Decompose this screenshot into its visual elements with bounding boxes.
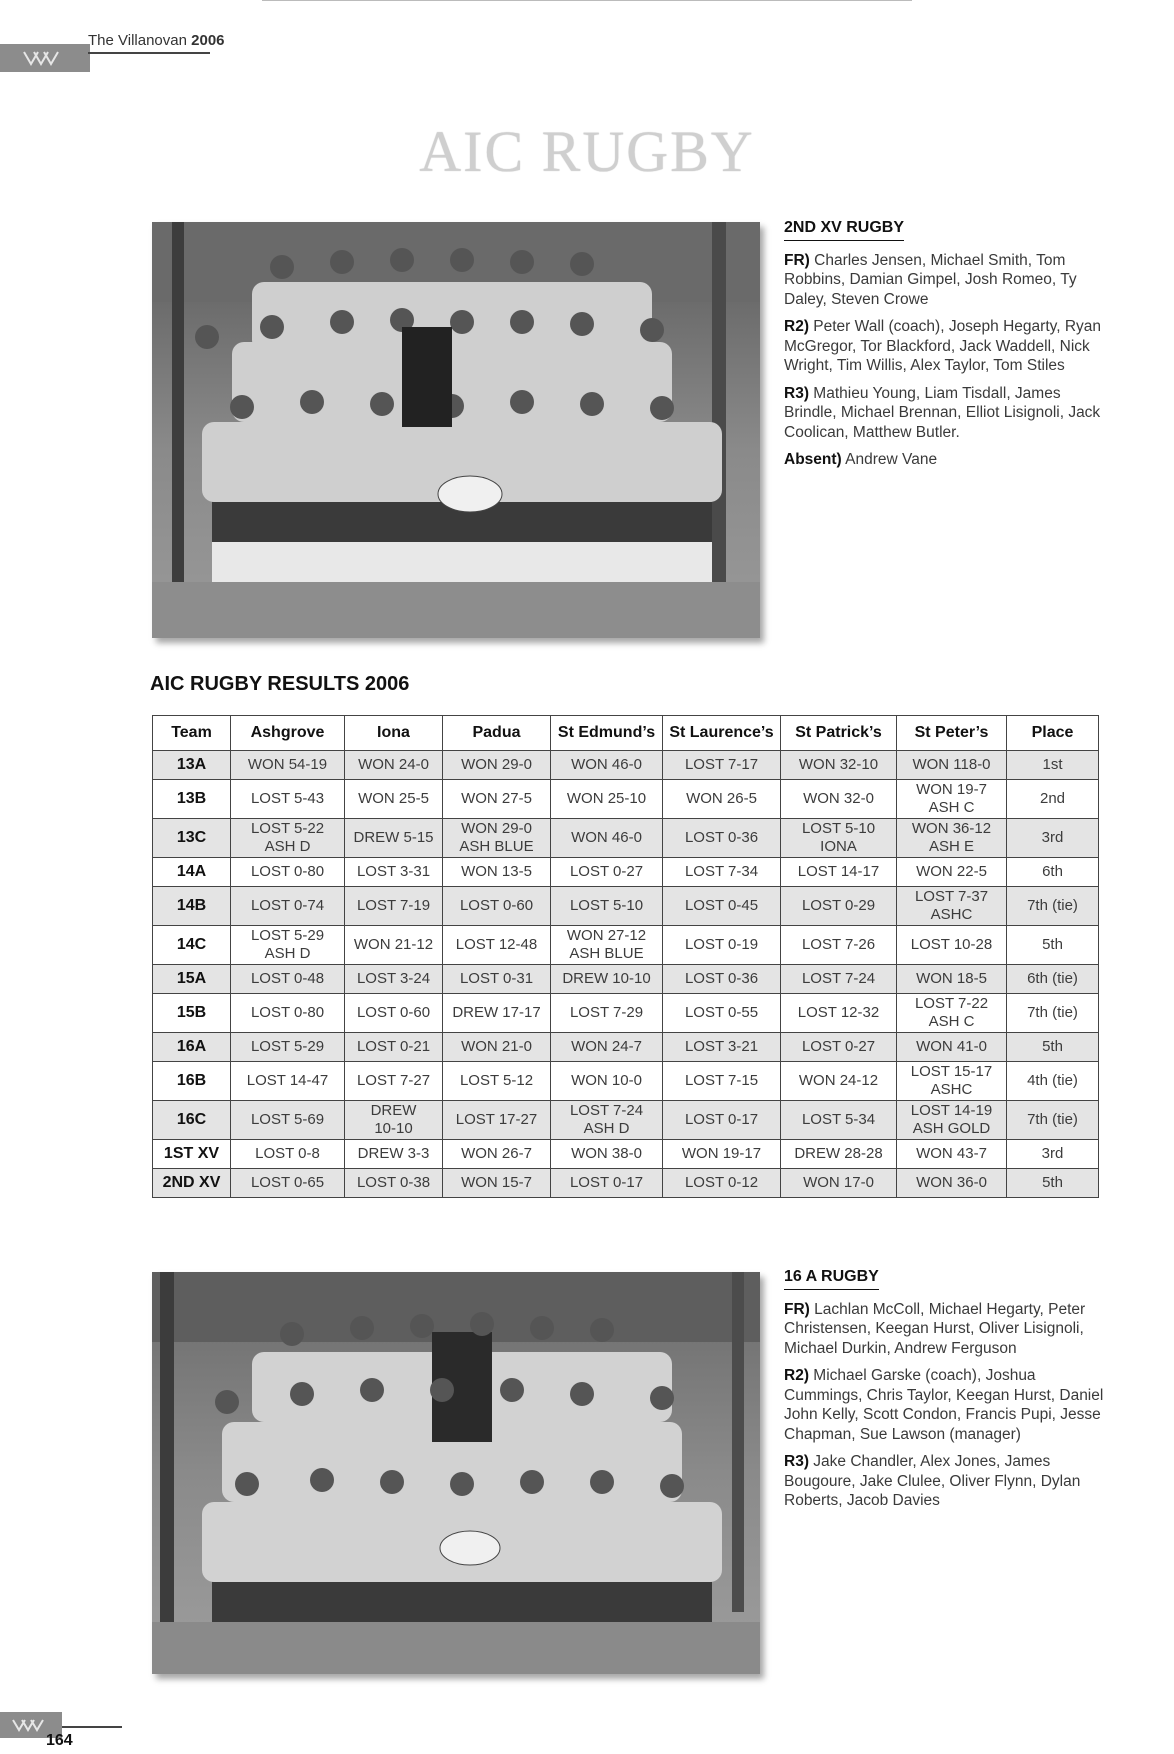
result-line: WON 26-7 xyxy=(461,1145,532,1162)
result-line: WON 25-10 xyxy=(566,790,647,807)
result-line: WON 13-5 xyxy=(461,863,532,880)
result-cell xyxy=(551,751,663,780)
caption-2nd-xv xyxy=(784,218,1114,478)
result-line: ASH C xyxy=(928,1013,975,1030)
result-line: LOST 10-28 xyxy=(910,936,993,953)
result-line: WON 24-12 xyxy=(798,1072,879,1089)
result-cell xyxy=(781,858,897,887)
result-line: ASHC xyxy=(930,1081,973,1098)
result-cell xyxy=(345,1101,443,1140)
result-line: WON 29-0 xyxy=(461,756,532,773)
row-text: Jake Chandler, Alex Jones, James Bougoure, Jake Clulee, Oliver Flynn, Dylan Roberts, Jacob Davies xyxy=(784,1453,1081,1509)
result-line: LOST 0-17 xyxy=(569,1174,644,1191)
result-line: 3rd xyxy=(1041,1145,1064,1162)
result-line: WON 118-0 xyxy=(912,756,991,773)
results-title: AIC RUGBY RESULTS 2006 xyxy=(150,673,410,695)
row-label: R3) xyxy=(784,384,809,402)
caption-title: 2ND XV RUGBY xyxy=(784,218,904,241)
team-cell: 16A xyxy=(153,1033,231,1062)
result-line: ASH D xyxy=(264,838,311,855)
result-line: LOST 15-17 xyxy=(910,1063,993,1080)
result-line: LOST 14-47 xyxy=(246,1072,329,1089)
result-cell xyxy=(1007,1140,1099,1169)
result-line: LOST 0-29 xyxy=(801,897,876,914)
result-line: LOST 3-21 xyxy=(684,1038,759,1055)
result-line: WON 46-0 xyxy=(571,756,642,773)
result-line: LOST 14-17 xyxy=(797,863,880,880)
table-row xyxy=(153,1033,1099,1062)
table-row xyxy=(153,1140,1099,1169)
result-cell xyxy=(897,1033,1007,1062)
result-line: LOST 0-19 xyxy=(684,936,759,953)
result-line: LOST 0-12 xyxy=(684,1174,759,1191)
result-line: WON 21-0 xyxy=(461,1038,532,1055)
result-line: LOST 3-31 xyxy=(356,863,431,880)
result-line: LOST 0-31 xyxy=(459,970,534,987)
result-cell xyxy=(345,887,443,926)
result-line: LOST 3-24 xyxy=(356,970,431,987)
result-cell xyxy=(781,965,897,994)
result-cell xyxy=(345,965,443,994)
result-cell xyxy=(551,994,663,1033)
result-line: LOST 0-65 xyxy=(250,1174,325,1191)
result-line: 5th xyxy=(1042,1038,1063,1055)
result-cell xyxy=(897,1062,1007,1101)
team-cell: 14C xyxy=(153,926,231,965)
team-cell: 13B xyxy=(153,780,231,819)
result-line: LOST 0-36 xyxy=(684,970,759,987)
result-line: LOST 7-24 xyxy=(569,1102,644,1119)
result-line: LOST 7-22 xyxy=(914,995,989,1012)
result-line: LOST 0-36 xyxy=(684,829,759,846)
result-cell xyxy=(897,1101,1007,1140)
result-line: ASH C xyxy=(928,799,975,816)
result-cell xyxy=(551,887,663,926)
table-header-cell: St Laurence’s xyxy=(663,716,781,751)
result-cell xyxy=(443,1140,551,1169)
villanova-logo xyxy=(0,44,90,72)
team-cell: 15B xyxy=(153,994,231,1033)
result-line: DREW 28-28 xyxy=(794,1145,883,1162)
result-cell xyxy=(781,780,897,819)
result-line: WON 25-5 xyxy=(358,790,429,807)
team-cell: 14B xyxy=(153,887,231,926)
result-cell xyxy=(231,965,345,994)
result-cell xyxy=(897,1169,1007,1198)
result-line: 10-10 xyxy=(374,1120,413,1137)
result-cell xyxy=(443,1169,551,1198)
result-cell xyxy=(897,819,1007,858)
result-line: LOST 12-48 xyxy=(455,936,538,953)
result-line: LOST 0-27 xyxy=(801,1038,876,1055)
result-line: WON 36-0 xyxy=(916,1174,987,1191)
row-label: R3) xyxy=(784,1453,809,1470)
result-cell xyxy=(663,887,781,926)
publication-header xyxy=(88,32,225,49)
result-line: LOST 0-21 xyxy=(356,1038,431,1055)
result-cell xyxy=(231,1140,345,1169)
result-line: 7th (tie) xyxy=(1027,1111,1078,1128)
result-cell xyxy=(897,780,1007,819)
result-line: LOST 7-37 xyxy=(914,888,989,905)
result-line: 6th (tie) xyxy=(1027,970,1078,987)
result-cell xyxy=(231,1033,345,1062)
result-line: LOST 0-74 xyxy=(250,897,325,914)
result-line: LOST 5-10 xyxy=(801,820,876,837)
result-line: WON 24-7 xyxy=(571,1038,642,1055)
table-header-cell: St Peter’s xyxy=(897,716,1007,751)
result-cell xyxy=(781,887,897,926)
result-cell xyxy=(1007,887,1099,926)
table-row xyxy=(153,858,1099,887)
team-cell: 14A xyxy=(153,858,231,887)
result-cell xyxy=(345,1033,443,1062)
result-cell xyxy=(781,819,897,858)
result-cell xyxy=(345,858,443,887)
result-cell xyxy=(663,780,781,819)
result-cell xyxy=(345,1140,443,1169)
page-number: 164 xyxy=(46,1732,73,1749)
team-photo-16a xyxy=(152,1272,760,1674)
result-line: LOST 0-27 xyxy=(569,863,644,880)
results-table xyxy=(152,715,1099,1198)
caption-row xyxy=(784,1300,1114,1359)
table-header-cell: Padua xyxy=(443,716,551,751)
result-cell xyxy=(1007,751,1099,780)
caption-row xyxy=(784,317,1114,376)
result-line: ASH BLUE xyxy=(569,945,644,962)
result-cell xyxy=(231,751,345,780)
result-cell xyxy=(781,1140,897,1169)
table-row xyxy=(153,1169,1099,1198)
result-cell xyxy=(345,926,443,965)
result-cell xyxy=(551,819,663,858)
result-cell xyxy=(1007,1062,1099,1101)
result-cell xyxy=(1007,819,1099,858)
team-cell: 13C xyxy=(153,819,231,858)
team-cell: 16C xyxy=(153,1101,231,1140)
result-line: LOST 5-12 xyxy=(459,1072,534,1089)
result-cell xyxy=(443,780,551,819)
result-cell xyxy=(663,819,781,858)
result-line: LOST 7-34 xyxy=(684,863,759,880)
result-cell xyxy=(231,926,345,965)
result-line: LOST 0-80 xyxy=(250,863,325,880)
result-cell xyxy=(231,1062,345,1101)
result-cell xyxy=(443,751,551,780)
table-header-row xyxy=(153,716,1099,751)
result-cell xyxy=(1007,1169,1099,1198)
result-line: DREW xyxy=(370,1102,417,1119)
caption-row xyxy=(784,450,1114,470)
result-line: WON 19-7 xyxy=(916,781,987,798)
result-cell xyxy=(443,1033,551,1062)
result-line: LOST 7-15 xyxy=(684,1072,759,1089)
result-line: LOST 5-34 xyxy=(801,1111,876,1128)
result-cell xyxy=(663,926,781,965)
publication-name: The Villanovan xyxy=(88,32,187,49)
result-cell xyxy=(551,1033,663,1062)
result-cell xyxy=(897,994,1007,1033)
result-cell xyxy=(231,780,345,819)
team-cell: 1ST XV xyxy=(153,1140,231,1169)
result-line: 7th (tie) xyxy=(1027,897,1078,914)
table-row xyxy=(153,1101,1099,1140)
caption-row xyxy=(784,384,1114,443)
row-label: Absent) xyxy=(784,451,842,468)
result-line: DREW 10-10 xyxy=(562,970,651,987)
row-text: Mathieu Young, Liam Tisdall, James Brindle, Michael Brennan, Elliot Lisignoli, Jack Coolican, Matthew Butler. xyxy=(784,384,1101,441)
result-line: DREW 17-17 xyxy=(452,1004,541,1021)
top-rule xyxy=(262,0,912,1)
table-header-cell: St Patrick’s xyxy=(781,716,897,751)
team-photo-2nd-xv xyxy=(152,222,760,638)
result-cell xyxy=(551,1140,663,1169)
result-cell xyxy=(781,1062,897,1101)
result-cell xyxy=(663,994,781,1033)
result-cell xyxy=(781,751,897,780)
result-cell xyxy=(345,1169,443,1198)
team-cell: 16B xyxy=(153,1062,231,1101)
result-line: WON 32-10 xyxy=(798,756,879,773)
result-cell xyxy=(897,965,1007,994)
table-header-cell: Iona xyxy=(345,716,443,751)
result-cell xyxy=(231,819,345,858)
page-title: AIC RUGBY xyxy=(419,119,755,184)
result-line: LOST 0-60 xyxy=(459,897,534,914)
result-line: LOST 0-80 xyxy=(250,1004,325,1021)
result-cell xyxy=(1007,780,1099,819)
caption-16a xyxy=(784,1267,1114,1519)
result-line: WON 41-0 xyxy=(916,1038,987,1055)
result-cell xyxy=(231,858,345,887)
result-line: LOST 7-26 xyxy=(801,936,876,953)
result-line: LOST 0-8 xyxy=(255,1145,320,1162)
result-cell xyxy=(551,858,663,887)
result-cell xyxy=(663,1101,781,1140)
result-cell xyxy=(781,1033,897,1062)
result-line: WON 26-5 xyxy=(686,790,757,807)
result-line: LOST 5-10 xyxy=(569,897,644,914)
result-cell xyxy=(551,1169,663,1198)
caption-row xyxy=(784,251,1114,310)
result-line: LOST 7-24 xyxy=(801,970,876,987)
result-line: WON 32-0 xyxy=(803,790,874,807)
result-line: LOST 12-32 xyxy=(797,1004,880,1021)
table-row xyxy=(153,780,1099,819)
result-line: 7th (tie) xyxy=(1027,1004,1078,1021)
footer-rule xyxy=(62,1726,122,1728)
result-line: WON 18-5 xyxy=(916,970,987,987)
result-cell xyxy=(781,926,897,965)
result-cell xyxy=(897,887,1007,926)
result-cell xyxy=(443,965,551,994)
result-cell xyxy=(345,780,443,819)
result-cell xyxy=(1007,858,1099,887)
row-text: Peter Wall (coach), Joseph Hegarty, Ryan McGregor, Tor Blackford, Jack Waddell, Nick Wright, Tim Willis, Alex Taylor, Tom Stiles xyxy=(784,318,1102,374)
result-line: 4th (tie) xyxy=(1027,1072,1078,1089)
result-line: WON 10-0 xyxy=(571,1072,642,1089)
result-line: ASH BLUE xyxy=(459,838,534,855)
result-cell xyxy=(897,751,1007,780)
result-cell xyxy=(663,858,781,887)
result-cell xyxy=(345,751,443,780)
result-cell xyxy=(663,965,781,994)
result-line: LOST 0-48 xyxy=(250,970,325,987)
result-cell xyxy=(663,1169,781,1198)
row-label: R2) xyxy=(784,318,809,335)
result-line: LOST 7-19 xyxy=(356,897,431,914)
result-cell xyxy=(345,994,443,1033)
result-cell xyxy=(345,1062,443,1101)
result-cell xyxy=(781,1169,897,1198)
result-cell xyxy=(663,1140,781,1169)
team-cell: 2ND XV xyxy=(153,1169,231,1198)
row-text: Charles Jensen, Michael Smith, Tom Robbins, Damian Gimpel, Josh Romeo, Ty Daley, Steven Crowe xyxy=(784,251,1077,308)
villanova-vv-logo-icon xyxy=(22,49,68,67)
result-line: LOST 0-55 xyxy=(684,1004,759,1021)
result-line: WON 46-0 xyxy=(571,829,642,846)
result-line: LOST 5-29 xyxy=(250,1038,325,1055)
row-text: Andrew Vane xyxy=(845,451,938,468)
result-line: ASH D xyxy=(264,945,311,962)
result-line: WON 21-12 xyxy=(353,936,434,953)
result-line: LOST 0-45 xyxy=(684,897,759,914)
table-row xyxy=(153,819,1099,858)
villanova-vv-logo-icon xyxy=(11,1717,51,1733)
result-line: DREW 3-3 xyxy=(357,1145,430,1162)
table-header-cell: St Edmund’s xyxy=(551,716,663,751)
result-cell xyxy=(663,1062,781,1101)
result-line: LOST 7-29 xyxy=(569,1004,644,1021)
result-cell xyxy=(231,887,345,926)
result-cell xyxy=(443,1062,551,1101)
result-line: LOST 14-19 xyxy=(910,1102,993,1119)
table-row xyxy=(153,965,1099,994)
result-cell xyxy=(443,819,551,858)
result-cell xyxy=(443,858,551,887)
result-line: LOST 0-60 xyxy=(356,1004,431,1021)
result-cell xyxy=(551,965,663,994)
result-line: ASH D xyxy=(583,1120,630,1137)
result-cell xyxy=(345,819,443,858)
team-cell: 15A xyxy=(153,965,231,994)
table-row xyxy=(153,887,1099,926)
header-rule xyxy=(88,52,210,54)
result-line: DREW 5-15 xyxy=(353,829,434,846)
result-cell xyxy=(1007,926,1099,965)
row-label: FR) xyxy=(784,251,810,269)
result-cell xyxy=(781,1101,897,1140)
result-line: LOST 0-17 xyxy=(684,1111,759,1128)
row-text: Lachlan McColl, Michael Hegarty, Peter Christensen, Keegan Hurst, Oliver Lisignoli, Michael Durkin, Andrew Ferguson xyxy=(784,1300,1086,1357)
caption-row xyxy=(784,1366,1114,1444)
result-line: 5th xyxy=(1042,1174,1063,1191)
result-line: LOST 5-69 xyxy=(250,1111,325,1128)
result-cell xyxy=(231,994,345,1033)
result-line: WON 15-7 xyxy=(461,1174,532,1191)
result-line: WON 22-5 xyxy=(916,863,987,880)
result-cell xyxy=(663,751,781,780)
table-header-cell: Ashgrove xyxy=(231,716,345,751)
result-cell xyxy=(551,1062,663,1101)
caption-row xyxy=(784,1452,1114,1511)
table-row xyxy=(153,994,1099,1033)
result-cell xyxy=(1007,1101,1099,1140)
result-line: WON 38-0 xyxy=(571,1145,642,1162)
result-line: LOST 17-27 xyxy=(455,1111,538,1128)
result-cell xyxy=(551,926,663,965)
table-header-cell: Team xyxy=(153,716,231,751)
result-cell xyxy=(551,1101,663,1140)
result-line: LOST 5-29 xyxy=(250,927,325,944)
result-cell xyxy=(443,994,551,1033)
result-cell xyxy=(1007,994,1099,1033)
result-line: 3rd xyxy=(1041,829,1064,846)
result-line: 6th xyxy=(1042,863,1063,880)
result-line: ASH GOLD xyxy=(912,1120,991,1137)
result-line: ASHC xyxy=(930,906,973,923)
result-line: ASH E xyxy=(928,838,974,855)
result-line: WON 24-0 xyxy=(358,756,429,773)
result-cell xyxy=(1007,965,1099,994)
result-line: WON 36-12 xyxy=(911,820,992,837)
result-cell xyxy=(443,926,551,965)
caption-title: 16 A RUGBY xyxy=(784,1267,879,1290)
table-row xyxy=(153,1062,1099,1101)
result-line: WON 27-12 xyxy=(566,927,647,944)
result-line: LOST 5-22 xyxy=(250,820,325,837)
result-line: LOST 0-38 xyxy=(356,1174,431,1191)
result-line: WON 17-0 xyxy=(803,1174,874,1191)
result-cell xyxy=(897,926,1007,965)
result-cell xyxy=(443,887,551,926)
row-label: FR) xyxy=(784,1300,810,1318)
row-label: R2) xyxy=(784,1367,809,1384)
result-line: 5th xyxy=(1042,936,1063,953)
result-line: WON 43-7 xyxy=(916,1145,987,1162)
result-line: 1st xyxy=(1042,756,1063,773)
result-cell xyxy=(1007,1033,1099,1062)
result-cell xyxy=(897,1140,1007,1169)
publication-year: 2006 xyxy=(191,32,225,49)
result-line: LOST 5-43 xyxy=(250,790,325,807)
result-line: WON 54-19 xyxy=(247,756,328,773)
row-text: Michael Garske (coach), Joshua Cummings, Chris Taylor, Keegan Hurst, Daniel John Kelly, Scott Condon, Francis Pupi, Jesse Chapman, Sue Lawson (manager) xyxy=(784,1367,1104,1443)
result-cell xyxy=(781,994,897,1033)
result-line: LOST 7-27 xyxy=(356,1072,431,1089)
result-line: 2nd xyxy=(1039,790,1066,807)
table-row xyxy=(153,751,1099,780)
result-line: IONA xyxy=(820,838,857,855)
result-cell xyxy=(231,1169,345,1198)
table-header-cell: Place xyxy=(1007,716,1099,751)
result-line: LOST 7-17 xyxy=(684,756,759,773)
result-cell xyxy=(897,858,1007,887)
table-row xyxy=(153,926,1099,965)
result-line: WON 29-0 xyxy=(461,820,532,837)
result-cell xyxy=(231,1101,345,1140)
result-line: WON 27-5 xyxy=(461,790,532,807)
result-line: WON 19-17 xyxy=(681,1145,762,1162)
team-cell: 13A xyxy=(153,751,231,780)
result-cell xyxy=(551,780,663,819)
result-cell xyxy=(443,1101,551,1140)
result-cell xyxy=(663,1033,781,1062)
